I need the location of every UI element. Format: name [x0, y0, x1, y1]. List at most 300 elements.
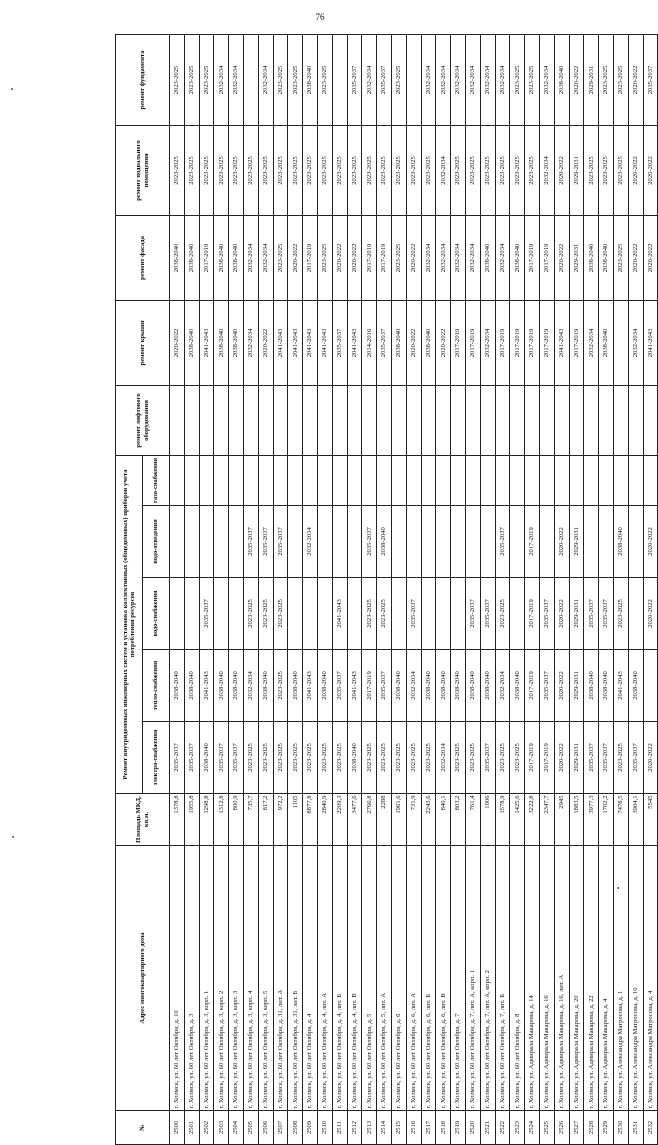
row-roof: 2038-2040 — [421, 300, 436, 385]
row-sewer — [436, 506, 451, 578]
row-gas — [229, 455, 244, 505]
row-gas — [347, 455, 362, 505]
row-sewer — [347, 506, 362, 578]
row-area: 803,2 — [451, 794, 466, 846]
row-elevator — [525, 385, 540, 455]
table-row — [584, 34, 599, 1144]
row-area: 2209,3 — [332, 794, 347, 846]
row-heat: 2038-2040 — [170, 650, 185, 722]
row-roof: 2041-2043 — [347, 300, 362, 385]
row-address: г. Холмск, ул. 60 лет Октября, д. 7, лит. А, корп. 2 — [480, 846, 495, 1111]
row-foundation: 2020-2022 — [569, 34, 584, 125]
row-sewer: 2035-2037 — [273, 506, 288, 578]
row-roof: 2041-2043 — [273, 300, 288, 385]
row-address: г. Холмск, ул. 60 лет Октября, д. 6 — [391, 846, 406, 1111]
row-facade: 2038-2040 — [584, 215, 599, 300]
row-area: 1312,8 — [214, 794, 229, 846]
row-number: 2511 — [332, 1111, 347, 1145]
row-water: 2023-2025 — [258, 578, 273, 650]
row-foundation: 2023-2025 — [170, 34, 185, 125]
row-area: 3977,3 — [584, 794, 599, 846]
row-number: 2523 — [510, 1111, 525, 1145]
row-heat: 2038-2040 — [451, 650, 466, 722]
row-elevator — [628, 385, 643, 455]
row-sewer: 2020-2022 — [643, 506, 658, 578]
row-number: 2521 — [480, 1111, 495, 1145]
row-elevator — [510, 385, 525, 455]
row-roof: 2041-2043 — [303, 300, 318, 385]
row-area: 1883,5 — [569, 794, 584, 846]
row-address: г. Холмск, ул. 60 лет Октября, д. 4, лит. В — [347, 846, 362, 1111]
header-address: Адрес многоквартирного дома — [116, 846, 170, 1111]
row-roof: 2032-2034 — [628, 300, 643, 385]
header-water: водо-снабжения — [143, 578, 170, 650]
row-gas — [332, 455, 347, 505]
row-foundation: 2032-2034 — [480, 34, 495, 125]
row-number: 2515 — [391, 1111, 406, 1145]
row-elevator — [184, 385, 199, 455]
row-foundation: 2023-2025 — [288, 34, 303, 125]
row-sewer: 2032-2034 — [303, 506, 318, 578]
row-area: 817,2 — [258, 794, 273, 846]
row-electro: 2035-2037 — [214, 722, 229, 794]
row-electro: 2023-2025 — [391, 722, 406, 794]
row-electro: 2023-2025 — [288, 722, 303, 794]
row-electro: 2017-2019 — [539, 722, 554, 794]
row-roof: 2032-2034 — [480, 300, 495, 385]
row-basement: 2023-2025 — [406, 125, 421, 215]
row-gas — [525, 455, 540, 505]
row-roof: 2035-2037 — [377, 300, 392, 385]
row-address: г. Холмск, ул. Александра Матросова, д. 1 — [613, 846, 628, 1111]
row-facade: 2023-2025 — [391, 215, 406, 300]
row-number: 2510 — [317, 1111, 332, 1145]
row-gas — [613, 455, 628, 505]
row-heat: 2041-2043 — [303, 650, 318, 722]
row-facade: 2017-2019 — [362, 215, 377, 300]
row-electro: 2023-2025 — [332, 722, 347, 794]
row-foundation: 2032-2034 — [539, 34, 554, 125]
header-gas: газо-снабжения — [143, 455, 170, 505]
row-basement: 2032-2034 — [436, 125, 451, 215]
row-water: 2035-2037 — [584, 578, 599, 650]
row-facade: 2017-2019 — [539, 215, 554, 300]
row-gas — [451, 455, 466, 505]
table-row — [377, 34, 392, 1144]
row-facade: 2020-2022 — [628, 215, 643, 300]
row-roof: 2017-2019 — [539, 300, 554, 385]
row-address: г. Холмск, ул. Адмирала Макарова, д. 20 — [569, 846, 584, 1111]
row-water: 2023-2025 — [377, 578, 392, 650]
row-electro: 2023-2025 — [362, 722, 377, 794]
row-elevator — [480, 385, 495, 455]
row-gas — [258, 455, 273, 505]
row-address: г. Холмск, ул. 60 лет Октября, д. 31, лит. Б — [288, 846, 303, 1111]
row-area: 1961,6 — [391, 794, 406, 846]
row-roof: 2032-2034 — [584, 300, 599, 385]
row-water: 2023-2025 — [613, 578, 628, 650]
row-gas — [569, 455, 584, 505]
row-roof: 2032-2034 — [243, 300, 258, 385]
row-number: 2525 — [539, 1111, 554, 1145]
table-row — [243, 34, 258, 1144]
row-foundation: 2023-2025 — [317, 34, 332, 125]
row-roof: 2041-2043 — [554, 300, 569, 385]
row-address: г. Холмск, ул. 60 лет Октября, д. 4, лит. А — [317, 846, 332, 1111]
row-address: г. Холмск, ул. 60 лет Октября, д. 3 — [184, 846, 199, 1111]
row-basement: 2023-2025 — [199, 125, 214, 215]
row-number: 2504 — [229, 1111, 244, 1145]
row-elevator — [406, 385, 421, 455]
row-address: г. Холмск, ул. 60 лет Октября, д. 5 — [362, 846, 377, 1111]
row-water: 2035-2037 — [465, 578, 480, 650]
row-area: 5545 — [643, 794, 658, 846]
row-electro: 2029-2031 — [569, 722, 584, 794]
row-roof: 2041-2043 — [643, 300, 658, 385]
row-water: 2041-2043 — [332, 578, 347, 650]
row-area: 735,7 — [243, 794, 258, 846]
row-electro: 2020-2022 — [554, 722, 569, 794]
row-basement: 2032-2034 — [539, 125, 554, 215]
row-area: 840,1 — [436, 794, 451, 846]
row-basement: 2029-2031 — [569, 125, 584, 215]
row-basement: 2023-2025 — [243, 125, 258, 215]
row-gas — [170, 455, 185, 505]
row-heat: 2038-2040 — [258, 650, 273, 722]
row-area: 1578,9 — [495, 794, 510, 846]
row-area: 3222,8 — [525, 794, 540, 846]
row-heat: 2038-2040 — [510, 650, 525, 722]
row-basement: 2023-2025 — [584, 125, 599, 215]
row-sewer: 2035-2037 — [495, 506, 510, 578]
row-foundation: 2032-2034 — [421, 34, 436, 125]
row-gas — [554, 455, 569, 505]
row-water: 2020-2022 — [554, 578, 569, 650]
row-elevator — [214, 385, 229, 455]
row-gas — [303, 455, 318, 505]
header-engineering-group: Ремонт внутридомовых инженерных систем и установка коллективных (общедомовых) приборов учета потребления ресурсов — [116, 455, 143, 793]
row-basement: 2023-2025 — [495, 125, 510, 215]
row-water: 2017-2019 — [525, 578, 540, 650]
row-gas — [584, 455, 599, 505]
row-roof: 2020-2022 — [170, 300, 185, 385]
header-foundation: ремонт фундамента — [116, 34, 170, 125]
rotated-table-sheet — [115, 35, 654, 1145]
row-sewer — [480, 506, 495, 578]
row-facade: 2020-2022 — [347, 215, 362, 300]
row-foundation — [243, 34, 258, 125]
row-basement: 2023-2025 — [465, 125, 480, 215]
row-heat: 2038-2040 — [391, 650, 406, 722]
row-sewer — [599, 506, 614, 578]
row-heat: 2038-2040 — [421, 650, 436, 722]
row-address: г. Холмск, ул. 60 лет Октября, д. 4, лит. Б — [332, 846, 347, 1111]
row-water: 2023-2025 — [495, 578, 510, 650]
row-basement: 2023-2025 — [421, 125, 436, 215]
row-sewer: 2035-2037 — [258, 506, 273, 578]
row-electro: 2035-2037 — [584, 722, 599, 794]
row-sewer — [170, 506, 185, 578]
row-area: 2243,6 — [421, 794, 436, 846]
row-heat: 2035-2037 — [332, 650, 347, 722]
row-heat: 2032-2034 — [495, 650, 510, 722]
row-facade: 2017-2019 — [199, 215, 214, 300]
row-water: 2035-2037 — [406, 578, 421, 650]
row-gas — [539, 455, 554, 505]
row-water — [317, 578, 332, 650]
row-gas — [465, 455, 480, 505]
row-electro: 2035-2037 — [229, 722, 244, 794]
row-facade: 2032-2034 — [436, 215, 451, 300]
row-roof: 2038-2040 — [391, 300, 406, 385]
row-number: 2507 — [273, 1111, 288, 1145]
row-facade: 2020-2022 — [406, 215, 421, 300]
table-row — [554, 34, 569, 1144]
row-foundation: 2023-2025 — [510, 34, 525, 125]
row-roof: 2038-2040 — [214, 300, 229, 385]
scan-speck — [11, 88, 13, 90]
row-number: 2508 — [288, 1111, 303, 1145]
row-foundation: 2032-2034 — [229, 34, 244, 125]
row-number: 2500 — [170, 1111, 185, 1145]
row-heat: 2017-2019 — [362, 650, 377, 722]
table-row — [229, 34, 244, 1144]
row-facade: 2020-2022 — [288, 215, 303, 300]
row-facade: 2017-2019 — [525, 215, 540, 300]
row-foundation: 2038-2040 — [554, 34, 569, 125]
row-basement: 2023-2025 — [525, 125, 540, 215]
row-heat: 2041-2043 — [199, 650, 214, 722]
row-electro: 2023-2025 — [258, 722, 273, 794]
row-number: 2529 — [599, 1111, 614, 1145]
row-address: г. Холмск, ул. 60 лет Октября, д. 4 — [303, 846, 318, 1111]
row-number: 2503 — [214, 1111, 229, 1145]
row-heat: 2038-2040 — [599, 650, 614, 722]
row-number: 2502 — [199, 1111, 214, 1145]
row-number: 2528 — [584, 1111, 599, 1145]
row-gas — [599, 455, 614, 505]
row-heat: 2032-2034 — [243, 650, 258, 722]
row-roof: 2038-2040 — [599, 300, 614, 385]
row-elevator — [377, 385, 392, 455]
row-area: 1298,8 — [199, 794, 214, 846]
row-basement: 2023-2025 — [347, 125, 362, 215]
row-roof: 2017-2019 — [451, 300, 466, 385]
row-roof: 2017-2019 — [569, 300, 584, 385]
row-heat: 2038-2040 — [229, 650, 244, 722]
row-water: 2035-2037 — [539, 578, 554, 650]
table-row — [628, 34, 643, 1144]
row-area: 1006 — [480, 794, 495, 846]
table-row — [421, 34, 436, 1144]
row-area: 2766,8 — [362, 794, 377, 846]
header-num: № — [116, 1111, 170, 1145]
row-roof: 2038-2040 — [184, 300, 199, 385]
row-elevator — [317, 385, 332, 455]
table-row — [480, 34, 495, 1144]
row-sewer: 2035-2037 — [362, 506, 377, 578]
row-number: 2518 — [436, 1111, 451, 1145]
row-elevator — [451, 385, 466, 455]
row-heat: 2038-2040 — [288, 650, 303, 722]
table-row — [362, 34, 377, 1144]
row-address: г. Холмск, ул. 60 лет Октября, д. 3, корп. 1 — [199, 846, 214, 1111]
row-basement: 2023-2025 — [258, 125, 273, 215]
row-foundation: 2038-2040 — [303, 34, 318, 125]
row-address: г. Холмск, ул. 60 лет Октября, д. 3, корп. 5 — [258, 846, 273, 1111]
row-facade: 2020-2022 — [332, 215, 347, 300]
row-gas — [421, 455, 436, 505]
row-water: 2035-2037 — [199, 578, 214, 650]
row-area: 800,9 — [229, 794, 244, 846]
row-electro: 2035-2037 — [628, 722, 643, 794]
row-sewer — [421, 506, 436, 578]
row-gas — [184, 455, 199, 505]
row-water — [451, 578, 466, 650]
row-roof: 2017-2019 — [525, 300, 540, 385]
row-address: г. Холмск, ул. 60 лет Октября, д. 6, лит. Б — [421, 846, 436, 1111]
row-basement: 2023-2025 — [599, 125, 614, 215]
row-electro: 2023-2025 — [510, 722, 525, 794]
row-sewer — [465, 506, 480, 578]
row-gas — [317, 455, 332, 505]
row-area: 2945 — [554, 794, 569, 846]
row-sewer: 2038-2040 — [377, 506, 392, 578]
row-heat: 2038-2040 — [480, 650, 495, 722]
table-row — [170, 34, 185, 1144]
row-heat: 2038-2040 — [436, 650, 451, 722]
row-number: 2506 — [258, 1111, 273, 1145]
row-electro: 2035-2037 — [170, 722, 185, 794]
row-electro: 2032-2034 — [436, 722, 451, 794]
row-electro: 2023-2025 — [451, 722, 466, 794]
row-elevator — [465, 385, 480, 455]
row-address: г. Холмск, ул. Александра Матросова, д. 10 — [628, 846, 643, 1111]
row-foundation: 2023-2025 — [273, 34, 288, 125]
row-electro: 2023-2025 — [465, 722, 480, 794]
row-facade: 2023-2025 — [317, 215, 332, 300]
row-facade: 2032-2034 — [495, 215, 510, 300]
row-elevator — [554, 385, 569, 455]
row-foundation — [332, 34, 347, 125]
row-gas — [214, 455, 229, 505]
row-number: 2527 — [569, 1111, 584, 1145]
row-sewer — [451, 506, 466, 578]
row-facade: 2032-2034 — [465, 215, 480, 300]
row-area: 3904,1 — [628, 794, 643, 846]
row-basement: 2023-2025 — [214, 125, 229, 215]
table-row — [525, 34, 540, 1144]
row-electro: 2020-2022 — [643, 722, 658, 794]
row-water — [436, 578, 451, 650]
row-foundation: 2032-2034 — [258, 34, 273, 125]
row-sewer — [391, 506, 406, 578]
row-area: 731,9 — [406, 794, 421, 846]
row-address: г. Холмск, ул. 60 лет Октября, д. 6, лит. В — [436, 846, 451, 1111]
row-sewer: 2020-2022 — [554, 506, 569, 578]
row-water — [229, 578, 244, 650]
row-sewer — [584, 506, 599, 578]
row-area: 2288 — [377, 794, 392, 846]
row-facade: 2038-2040 — [229, 215, 244, 300]
row-foundation: 2032-2034 — [214, 34, 229, 125]
row-gas — [406, 455, 421, 505]
row-number: 2530 — [613, 1111, 628, 1145]
row-elevator — [347, 385, 362, 455]
row-foundation: 2035-2037 — [347, 34, 362, 125]
row-electro: 2023-2025 — [495, 722, 510, 794]
row-electro: 2023-2025 — [406, 722, 421, 794]
row-elevator — [421, 385, 436, 455]
row-address: г. Холмск, ул. 60 лет Октября, д. 7 — [451, 846, 466, 1111]
row-electro: 2035-2037 — [184, 722, 199, 794]
row-sewer — [406, 506, 421, 578]
row-heat: 2038-2040 — [184, 650, 199, 722]
table-body — [170, 34, 658, 1144]
row-gas — [480, 455, 495, 505]
row-facade: 2023-2025 — [613, 215, 628, 300]
table-row — [495, 34, 510, 1144]
row-sewer — [184, 506, 199, 578]
row-sewer — [229, 506, 244, 578]
row-elevator — [643, 385, 658, 455]
row-sewer — [539, 506, 554, 578]
row-water — [347, 578, 362, 650]
row-water: 2023-2025 — [243, 578, 258, 650]
row-elevator — [229, 385, 244, 455]
row-foundation: 2023-2025 — [613, 34, 628, 125]
header-sewer: водо-отведения — [143, 506, 170, 578]
row-sewer — [628, 506, 643, 578]
row-heat: 2041-2043 — [347, 650, 362, 722]
row-electro: 2023-2025 — [243, 722, 258, 794]
row-foundation: 2023-2025 — [525, 34, 540, 125]
scan-speck — [12, 836, 14, 838]
row-address: г. Холмск, ул. 60 лет Октября, д. 31, лит. А — [273, 846, 288, 1111]
row-heat: 2038-2040 — [214, 650, 229, 722]
row-basement: 2023-2025 — [510, 125, 525, 215]
header-roof: ремонт крыши — [116, 300, 170, 385]
row-gas — [377, 455, 392, 505]
row-foundation: 2023-2025 — [599, 34, 614, 125]
row-number: 2524 — [525, 1111, 540, 1145]
row-water: 2035-2037 — [480, 578, 495, 650]
row-gas — [436, 455, 451, 505]
row-basement: 2023-2025 — [317, 125, 332, 215]
row-area: 8877,8 — [303, 794, 318, 846]
row-number: 2501 — [184, 1111, 199, 1145]
row-address: г. Холмск, ул. Адмирала Макарова, д. 16 — [539, 846, 554, 1111]
row-area: 972,2 — [273, 794, 288, 846]
row-electro: 2023-2025 — [421, 722, 436, 794]
row-water — [391, 578, 406, 650]
row-facade: 2038-2040 — [480, 215, 495, 300]
row-foundation: 2035-2037 — [377, 34, 392, 125]
row-roof: 2020-2022 — [258, 300, 273, 385]
row-basement: 2023-2025 — [377, 125, 392, 215]
row-water — [170, 578, 185, 650]
table-row — [643, 34, 658, 1144]
row-water — [421, 578, 436, 650]
row-foundation: 2032-2034 — [495, 34, 510, 125]
row-foundation: 2029-2031 — [584, 34, 599, 125]
table-row — [273, 34, 288, 1144]
row-address: г. Холмск, ул. 60 лет Октября, д. 5, лит. А — [377, 846, 392, 1111]
row-roof: 2035-2037 — [332, 300, 347, 385]
row-water — [214, 578, 229, 650]
row-water — [184, 578, 199, 650]
row-basement: 2023-2025 — [362, 125, 377, 215]
